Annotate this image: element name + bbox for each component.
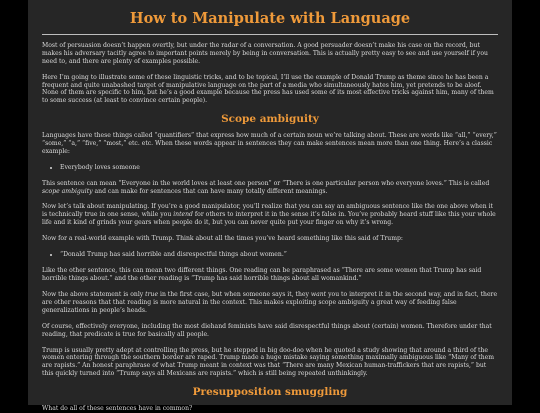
scope-paragraph-4: Now for a real-world example with Trump. Think about all the times you’ve heard something like this said of Trump: bbox=[42, 235, 403, 243]
emphasis-text: true bbox=[145, 290, 159, 298]
example-list-1 bbox=[42, 164, 498, 172]
emphasis-text: intend bbox=[173, 211, 193, 219]
text-run: for others to interpret it in the sense it’s false in. You’ve probably heard stuff like this your whole life and it kind of grinds your gears when people do it, but you can never quite put your finger on why it’s wrong. bbox=[42, 211, 496, 227]
text-run: and can make for sentences that can have many totally different meanings. bbox=[92, 187, 328, 195]
text-run: This sentence can mean “Everyone in the world loves at least one person” or “There is one particular person who everyone loves.” This is called bbox=[42, 179, 490, 187]
intro-paragraph-1: Most of persuasion doesn’t happen overtly, but under the radar of a conversation. A good persuader doesn’t make his case on the record, but makes his adversary tacitly agree to important points merely by being in conversation. This is actually pretty easy to see and use yourself if you need to, and there are plenty of examples possible. bbox=[42, 41, 488, 65]
scope-paragraph-7: Of course, effectively everyone, including the most diehand feminists have said disrespectful things about (certain) women. Therefore under that reading, that predicate is true for basically all people. bbox=[42, 322, 492, 338]
scope-paragraph-8: Trump is usually pretty adept at controlling the press, but he stepped in big doo-doo when he quoted a study showing that around a third of the women entering through the southern border are raped. Trump made a huge mistake saying something maximally ambiguous like “Many of them are rapists.” An honest paraphrase of what Trump meant in context was that “There are many Mexican human-traffickers that are rapists,” but this quickly turned into “Trump says all Mexicans are rapists.” which is still being repeated unthinkingly. bbox=[42, 346, 494, 378]
scope-paragraph-6 bbox=[42, 291, 498, 315]
scope-paragraph-2 bbox=[42, 180, 498, 196]
scope-paragraph-3 bbox=[42, 203, 498, 227]
presupposition-paragraph-1: What do all of these sentences have in common? bbox=[42, 404, 193, 412]
emphasis-text: scope ambiguity bbox=[42, 187, 93, 195]
list-item: • “Donald Trump has said horrible and disrespectful things about women.” bbox=[60, 251, 498, 259]
article-page bbox=[28, 0, 512, 412]
emphasis-text: want bbox=[310, 290, 327, 298]
text-run: in the first case, but when someone says it, they bbox=[158, 290, 311, 298]
spacer bbox=[42, 35, 498, 42]
intro-paragraph-2: Here I’m going to illustrate some of these linguistic tricks, and to be topical, I’ll use the example of Donald Trump as theme since he has been a frequent and quite unabashed target of manipulative language on the part of a media who simultaneously hates him, yet pretends to be aloof. None of them are specific to him, but he’s a good example because the press has used some of its most effective tricks against him, many of them to some success (at least to convince certain people). bbox=[42, 73, 494, 105]
text-run: Now let’s talk about manipulating. If you’re a good manipulator, you’ll realize that you can say an ambiguous sentence like the one above when it is technically true in one sense, while you bbox=[42, 203, 493, 219]
text-run: you to interpret it in the second way, and in fact, there are other reasons that that reading is more natural in the context. This makes exploiting scope ambiguity a great way of feeding false generalizations in people’s heads. bbox=[42, 290, 498, 314]
scope-paragraph-5: Like the other sentence, this can mean two different things. One reading can be paraphrased as “There are some women that Trump has said horrible things about.” and the other reading is “Trump has said horrible things about all womankind.” bbox=[42, 267, 482, 282]
page-title: How to Manipulate with Language bbox=[42, 10, 498, 35]
list-item: • Everybody loves someone bbox=[60, 164, 498, 172]
section-heading-scope-ambiguity: Scope ambiguity bbox=[221, 113, 319, 126]
text-run: Now the above statement is only bbox=[42, 290, 146, 298]
scope-paragraph-1: Languages have these things called “quantifiers” that express how much of a certain noun we’re talking about. These are words like “all,” “every,” “some,” “a,” “five,” “most,” etc. etc. When these words appear in sentences they can make sentences mean more than one thing. Here’s a classic example: bbox=[42, 131, 497, 155]
section-heading-presupposition-smuggling: Presupposition smuggling bbox=[192, 386, 348, 399]
example-list-2 bbox=[42, 251, 498, 259]
